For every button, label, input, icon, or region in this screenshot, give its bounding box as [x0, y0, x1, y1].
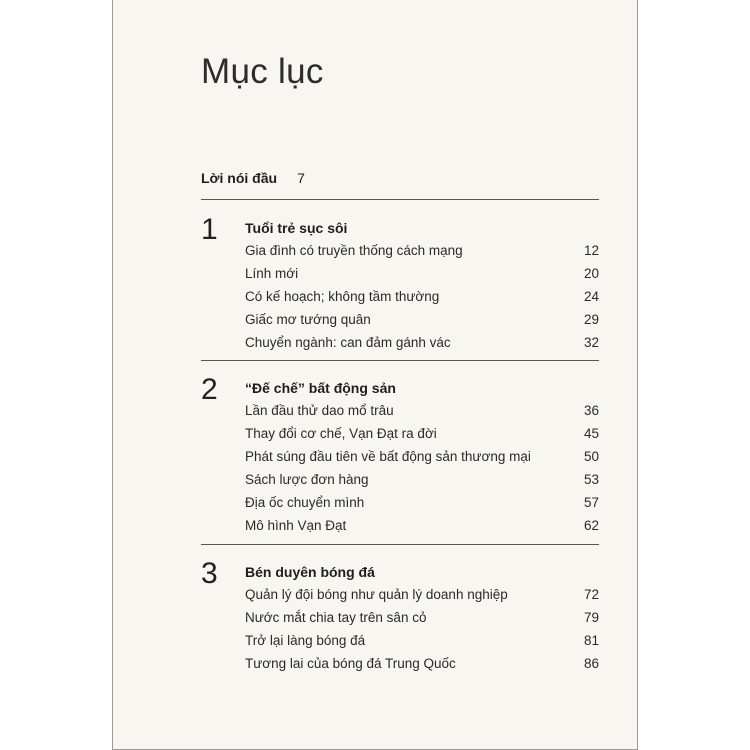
- entry-page: 79: [583, 610, 599, 625]
- entry-page: 12: [583, 243, 599, 258]
- chapter-entries: [245, 243, 599, 358]
- divider: [201, 360, 599, 361]
- chapter-entries: [245, 587, 599, 679]
- entry-label: Chuyển ngành: can đảm gánh vác: [245, 335, 451, 350]
- chapter-title: Bén duyên bóng đá: [245, 564, 375, 580]
- entry-label: Địa ốc chuyển mình: [245, 495, 365, 510]
- entry-label: Trở lại làng bóng đá: [245, 633, 366, 648]
- toc-entry: [245, 266, 599, 289]
- chapter-title: Tuổi trẻ sục sôi: [245, 220, 348, 236]
- book-page: [112, 0, 638, 750]
- chapter-number: 3: [201, 557, 218, 590]
- toc-entry: [245, 472, 599, 495]
- toc-entry: [245, 426, 599, 449]
- preface-page: 7: [297, 170, 305, 186]
- entry-label: Gia đình có truyền thống cách mạng: [245, 243, 463, 258]
- divider: [201, 544, 599, 545]
- entry-label: Có kế hoạch; không tầm thường: [245, 289, 440, 304]
- toc-entry: [245, 656, 599, 679]
- entry-label: Lần đầu thử dao mổ trâu: [245, 403, 394, 418]
- entry-page: 86: [583, 656, 599, 671]
- toc-entry: [245, 335, 599, 358]
- toc-entry: [245, 495, 599, 518]
- preface-entry: [201, 170, 305, 186]
- toc-entry: [245, 587, 599, 610]
- toc-entry: [245, 312, 599, 335]
- entry-label: Phát súng đầu tiên về bất động sản thương mại: [245, 449, 531, 464]
- toc-entry: [245, 289, 599, 312]
- toc-entry: [245, 403, 599, 426]
- toc-entry: [245, 243, 599, 266]
- toc-entry: [245, 633, 599, 656]
- entry-page: 62: [583, 518, 599, 533]
- entry-label: Thay đổi cơ chế, Vạn Đạt ra đời: [245, 426, 437, 441]
- entry-page: 72: [583, 587, 599, 602]
- chapter-entries: [245, 403, 599, 541]
- chapter-number: 2: [201, 373, 218, 406]
- toc-entry: [245, 610, 599, 633]
- divider: [201, 199, 599, 200]
- chapter-title: “Đế chế” bất động sản: [245, 380, 396, 396]
- entry-label: Tương lai của bóng đá Trung Quốc: [245, 656, 456, 671]
- entry-page: 24: [583, 289, 599, 304]
- entry-page: 57: [583, 495, 599, 510]
- page-title: Mục lục: [201, 52, 324, 91]
- entry-page: 53: [583, 472, 599, 487]
- chapter-number: 1: [201, 213, 218, 246]
- entry-page: 50: [583, 449, 599, 464]
- entry-label: Mô hình Vạn Đạt: [245, 518, 347, 533]
- preface-label: Lời nói đầu: [201, 170, 278, 186]
- entry-page: 32: [583, 335, 599, 350]
- toc-entry: [245, 449, 599, 472]
- entry-page: 45: [583, 426, 599, 441]
- entry-page: 81: [583, 633, 599, 648]
- entry-label: Sách lược đơn hàng: [245, 472, 369, 487]
- entry-label: Lính mới: [245, 266, 299, 281]
- entry-label: Nước mắt chia tay trên sân cỏ: [245, 610, 427, 625]
- entry-page: 20: [583, 266, 599, 281]
- entry-page: 36: [583, 403, 599, 418]
- entry-label: Quản lý đội bóng như quản lý doanh nghiệp: [245, 587, 508, 602]
- entry-page: 29: [583, 312, 599, 327]
- entry-label: Giấc mơ tướng quân: [245, 312, 371, 327]
- toc-entry: [245, 518, 599, 541]
